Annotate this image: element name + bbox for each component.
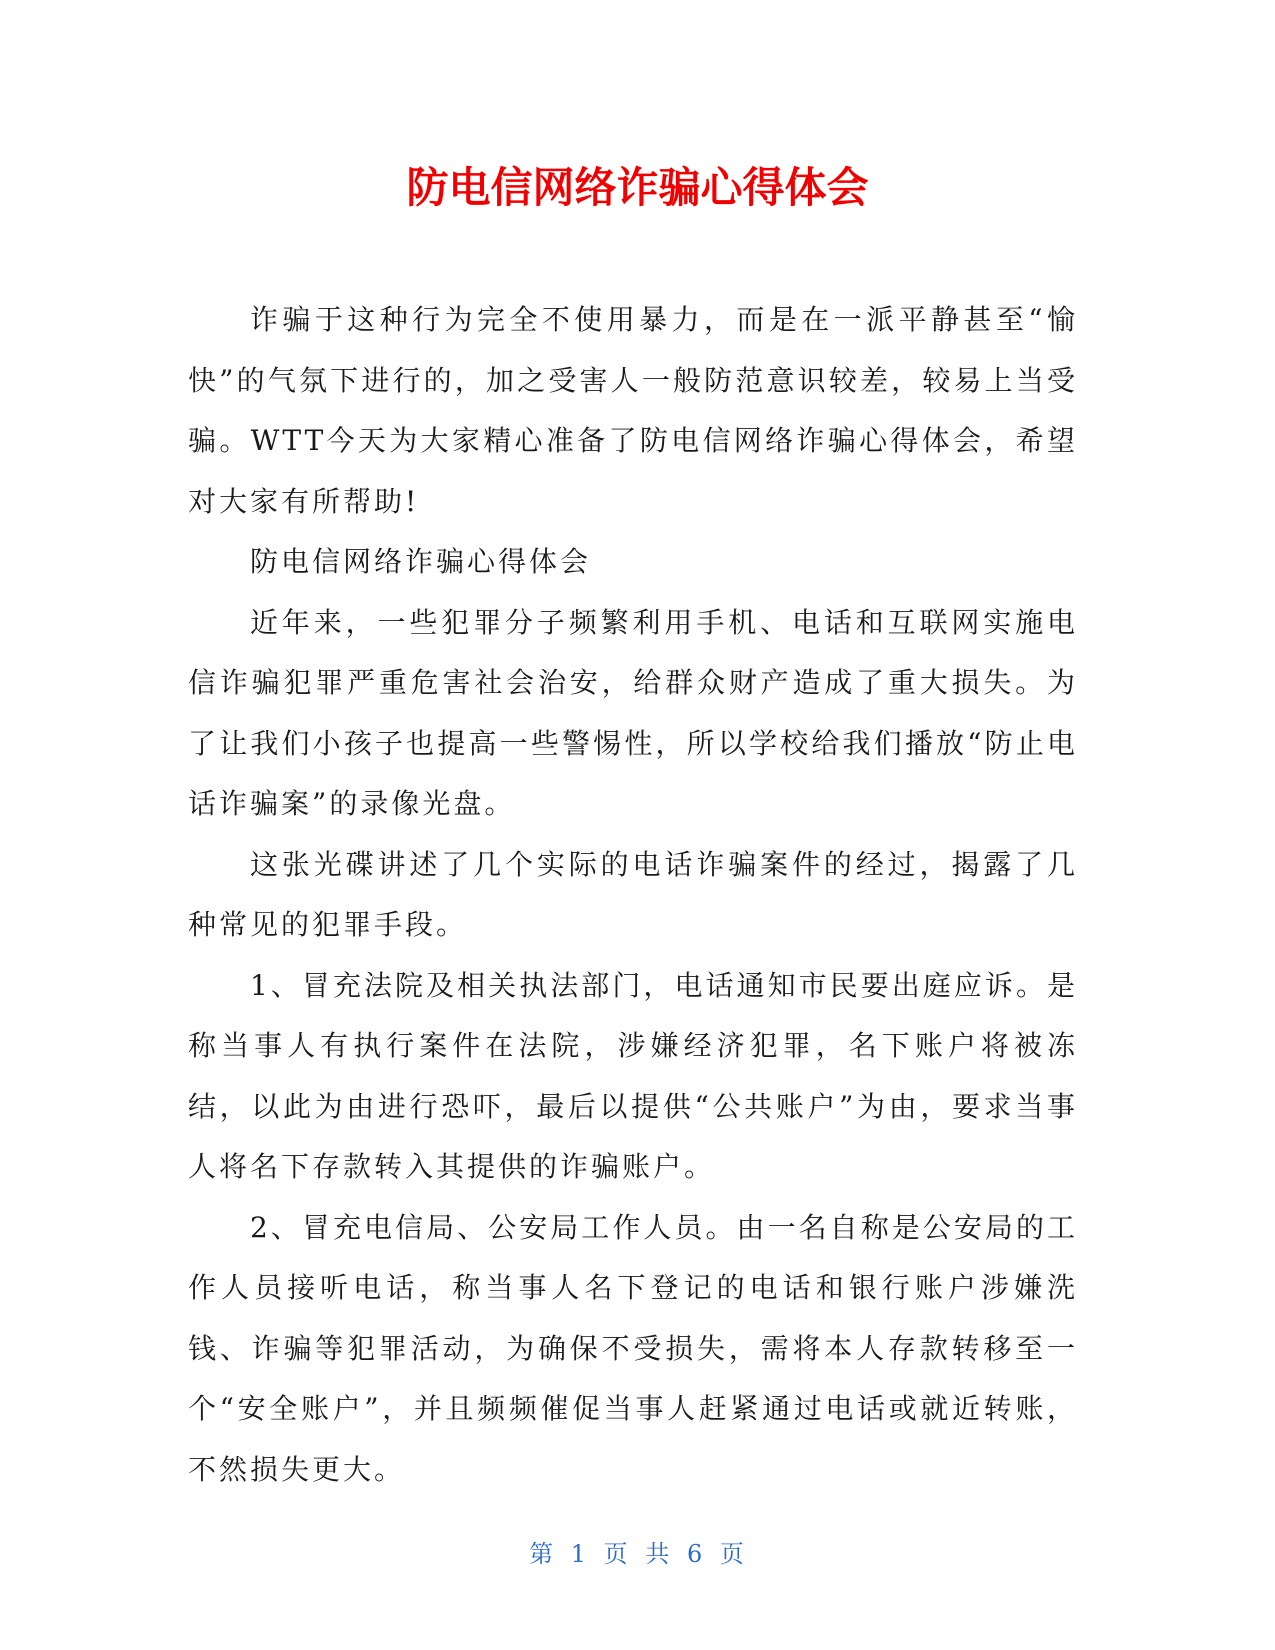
- footer-total-pages: 6: [686, 1540, 705, 1568]
- document-body: [188, 290, 1078, 1500]
- paragraph-method-1: 1、冒充法院及相关执法部门，电话通知市民要出庭应诉。是称当事人有执行案件在法院，涉嫌经济犯罪，名下账户将被冻结，以此为由进行恐吓，最后以提供“公共账户”为由，要求当事人将名下存款转入其提供的诈骗账户。: [188, 968, 1078, 1183]
- footer-page-unit: 页: [603, 1540, 630, 1568]
- footer-total-unit: 页: [719, 1540, 746, 1568]
- footer-page-label: 第: [529, 1540, 556, 1568]
- paragraph-intro: 诈骗于这种行为完全不使用暴力，而是在一派平静甚至“愉快”的气氛下进行的，加之受害人一般防范意识较差，较易上当受骗。WTT今天为大家精心准备了防电信网络诈骗心得体会，希望对大家有所帮助!: [188, 303, 1078, 518]
- document-title: 防电信网络诈骗心得体会: [406, 163, 869, 212]
- footer-current-page: 1: [570, 1540, 589, 1568]
- paragraph-subtitle: 防电信网络诈骗心得体会: [250, 545, 592, 578]
- paragraph-method-2: 2、冒充电信局、公安局工作人员。由一名自称是公安局的工作人员接听电话，称当事人名下登记的电话和银行账户涉嫌洗钱、诈骗等犯罪活动，为确保不受损失，需将本人存款转移至一个“安全账户”，并且频频催促当事人赶紧通过电话或就近转账，不然损失更大。: [188, 1210, 1078, 1486]
- footer-total-label: 共: [645, 1540, 672, 1568]
- paragraph-disc-summary: 这张光碟讲述了几个实际的电话诈骗案件的经过，揭露了几种常见的犯罪手段。: [188, 847, 1078, 941]
- page-footer: [0, 1538, 1275, 1570]
- paragraph-background: 近年来，一些犯罪分子频繁利用手机、电话和互联网实施电信诈骗犯罪严重危害社会治安，给群众财产造成了重大损失。为了让我们小孩子也提高一些警惕性，所以学校给我们播放“防止电话诈骗案”的录像光盘。: [188, 605, 1078, 820]
